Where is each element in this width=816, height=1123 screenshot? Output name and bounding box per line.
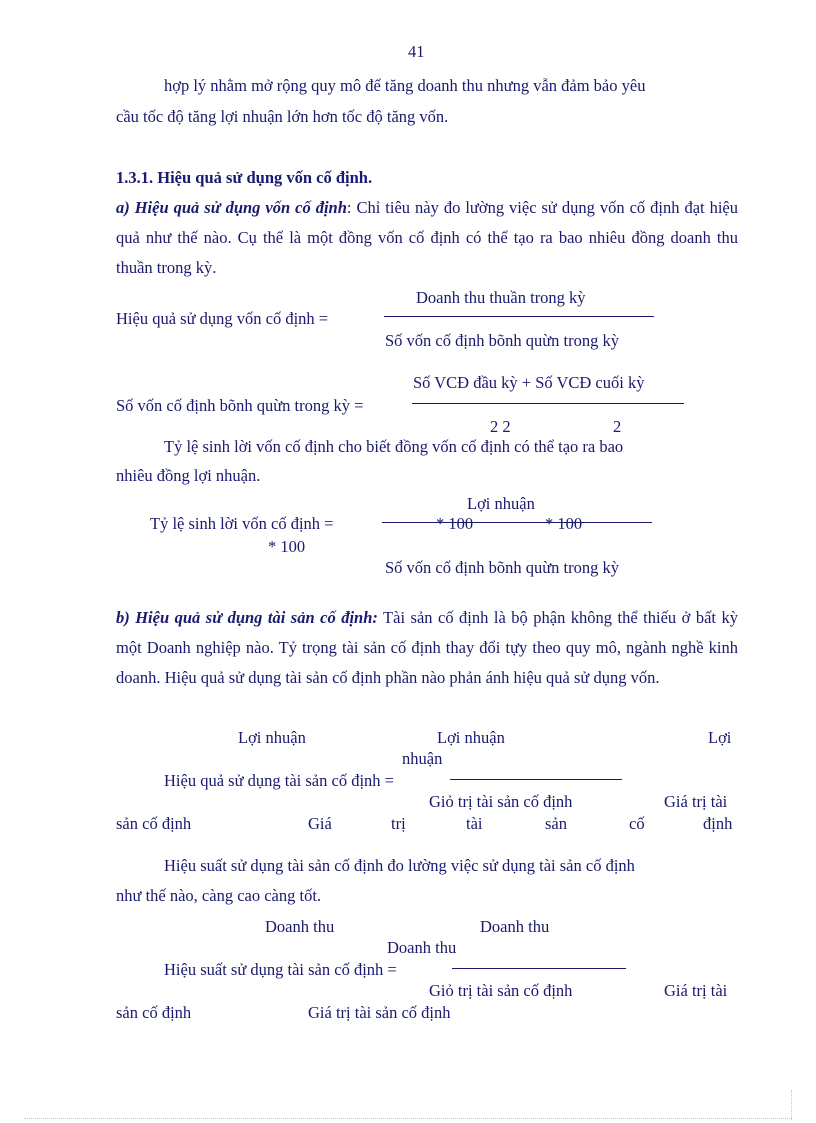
- formula4-bottom-word-3: tài: [466, 814, 483, 833]
- page-corner-border: [791, 1090, 792, 1120]
- part-a-paragraph: [116, 193, 738, 283]
- formula3-numerator: Lợi nhuận: [467, 494, 535, 513]
- formula4-top-c: Lợi: [708, 728, 732, 747]
- formula4-denom-right: Giá trị tài: [664, 792, 728, 811]
- efficiency-line-1: Hiệu suất sử dụng tài sản cố định đo lường việc sử dụng tài sản cố định: [164, 856, 635, 875]
- formula4-bottom-word-0: sản cố định: [116, 814, 192, 833]
- formula5-top-c: Doanh thu: [387, 938, 457, 957]
- formula2-denominator-a: 2 2: [490, 417, 511, 436]
- part-b-title: b) Hiệu quả sử dụng tài sản cố định:: [116, 608, 378, 627]
- formula3-mult-a: * 100: [436, 514, 474, 533]
- formula5-denom-right: Giá trị tài: [664, 981, 728, 1000]
- page-number: 41: [408, 42, 425, 61]
- formula3-mult-c: * 100: [268, 537, 306, 556]
- formula4-top-a: Lợi nhuận: [238, 728, 306, 747]
- formula4-label: Hiệu quả sử dụng tài sản cố định =: [164, 771, 394, 790]
- ratio-line-2: nhiêu đồng lợi nhuận.: [116, 466, 261, 485]
- formula4-bottom-word-4: sản: [545, 814, 567, 833]
- formula5-fraction-bar: [452, 968, 626, 969]
- page-bottom-border: [24, 1118, 792, 1119]
- formula3-mult-b: * 100: [545, 514, 583, 533]
- part-a-title: a) Hiệu quả sử dụng vốn cố định: [116, 198, 347, 217]
- formula1-label: Hiệu quả sử dụng vốn cố định =: [116, 309, 329, 328]
- formula4-bottom-word-2: trị: [391, 814, 406, 833]
- formula2-label: Số vốn cố định bõnh quừn trong kỳ =: [116, 396, 364, 415]
- formula3-label: Tỷ lệ sinh lời vốn cố định =: [150, 514, 334, 533]
- formula4-top-b: Lợi nhuận: [437, 728, 505, 747]
- part-b-paragraph: [116, 603, 738, 693]
- ratio-line-1: Tỷ lệ sinh lời vốn cố định cho biết đồng vốn cố định có thể tạo ra bao: [164, 437, 624, 456]
- intro-line-2: cầu tốc độ tăng lợi nhuận lớn hơn tốc độ tăng vốn.: [116, 107, 449, 126]
- section-heading: 1.3.1. Hiệu quả sử dụng vốn cố định.: [116, 168, 373, 187]
- formula4-denominator: Giỏ trị tài sản cố định: [429, 792, 573, 811]
- part-b-text: Tài sản cố định là bộ phận không thể thiếu ở bất kỳ một Doanh nghiệp nào. Tỷ trọng tài sản cố định thay đổi tựy theo quy mô, ngành nghề kinh doanh. Hiệu quả sử dụng tài sản cố định phần nào phản ánh hiệu quả sử dụng vốn.: [116, 608, 738, 687]
- formula5-bottom-a: sản cố định: [116, 1003, 192, 1022]
- formula4-fraction-bar: [450, 779, 622, 780]
- formula5-top-b: Doanh thu: [480, 917, 550, 936]
- formula4-bottom-word-5: cố: [629, 814, 645, 833]
- intro-line-1: hợp lý nhằm mở rộng quy mô để tăng doanh thu nhưng vẫn đảm bảo yêu: [164, 76, 646, 95]
- formula1-fraction-bar: [384, 316, 654, 317]
- formula2-numerator: Số VCĐ đầu kỳ + Số VCĐ cuối kỳ: [413, 373, 645, 392]
- efficiency-line-2: như thế nào, càng cao càng tốt.: [116, 886, 322, 905]
- formula2-fraction-bar: [412, 403, 684, 404]
- formula1-numerator: Doanh thu thuần trong kỳ: [416, 288, 586, 307]
- formula5-bottom-b: Giá trị tài sản cố định: [308, 1003, 451, 1022]
- formula3-denominator: Số vốn cố định bõnh quừn trong kỳ: [385, 558, 619, 577]
- formula4-bottom-word-1: Giá: [308, 814, 332, 833]
- formula1-denominator: Số vốn cố định bõnh quừn trong kỳ: [385, 331, 619, 350]
- formula5-denominator: Giỏ trị tài sản cố định: [429, 981, 573, 1000]
- part-a-text: : Chỉ tiêu này đo lường việc sử dụng vốn cố định đạt hiệu quả như thế nào. Cụ thể là một đồng vốn cố định có thể tạo ra bao nhiêu đồng doanh thu thuần trong kỳ.: [116, 198, 739, 277]
- formula2-denominator-b: 2: [613, 417, 622, 436]
- formula5-top-a: Doanh thu: [265, 917, 335, 936]
- formula5-label: Hiệu suất sử dụng tài sản cố định =: [164, 960, 397, 979]
- formula4-bottom-word-6: định: [703, 814, 733, 833]
- formula3-fraction-bar: [382, 522, 652, 523]
- formula4-top-d: nhuận: [402, 749, 443, 768]
